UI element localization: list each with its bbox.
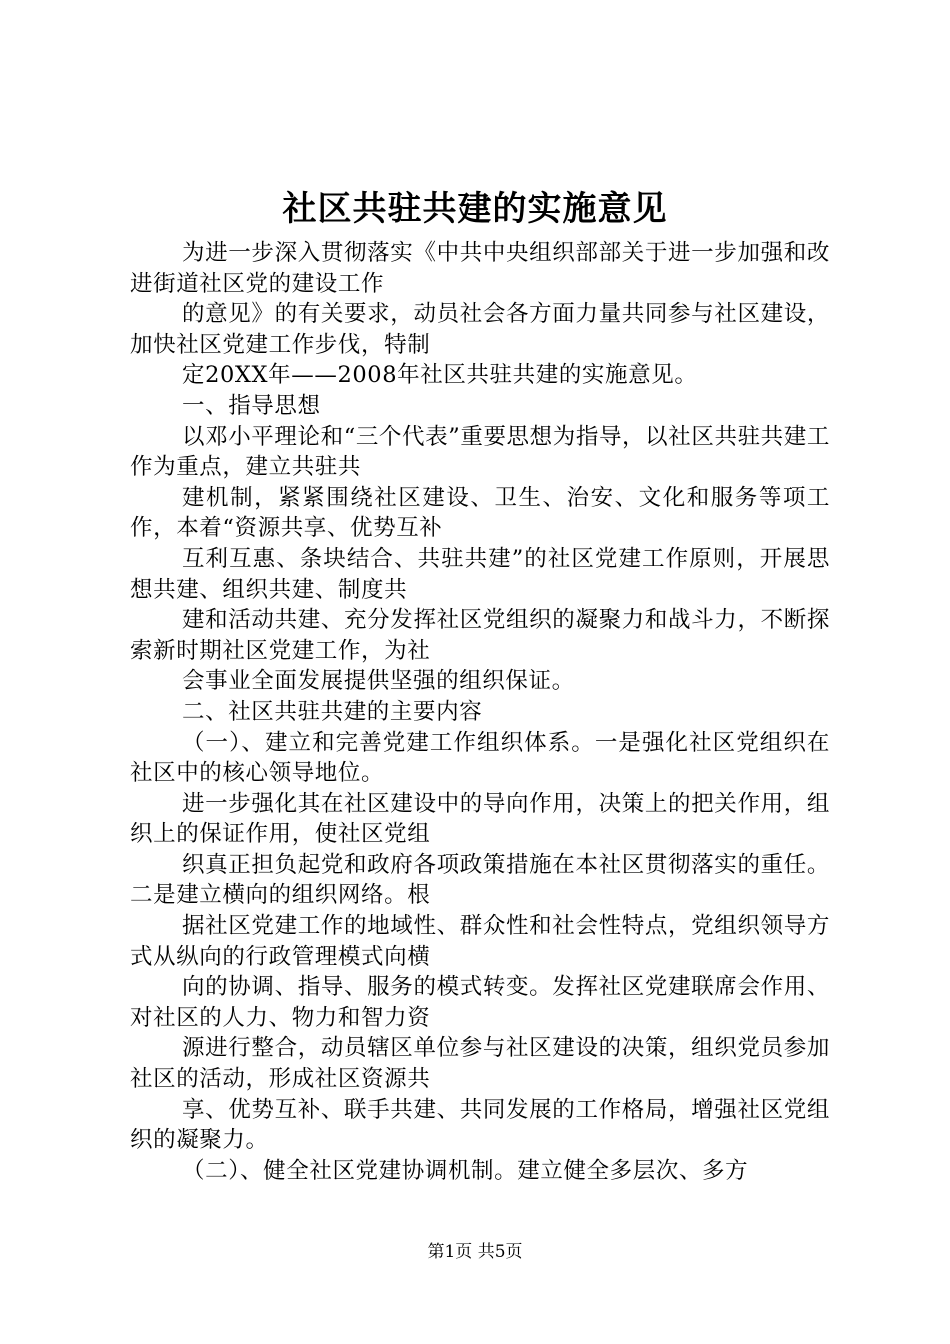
paragraph: 建和活动共建、充分发挥社区党组织的凝聚力和战斗力，不断探索新时期社区党建工作，为社: [130, 607, 830, 664]
paragraph: 织真正担负起党和政府各项政策措施在本社区贯彻落实的重任。二是建立横向的组织网络。根: [130, 851, 830, 909]
paragraph: 建机制，紧紧围绕社区建设、卫生、治安、文化和服务等项工作，本着“资源共享、优势互补: [130, 484, 830, 542]
paragraph: 定20XX年——2008年社区共驻共建的实施意见。: [182, 362, 698, 389]
paragraph: （一）、建立和完善党建工作组织体系。一是强化社区党组织在社区中的核心领导地位。: [130, 729, 830, 787]
paragraph: 进一步强化其在社区建设中的导向作用，决策上的把关作用，组织上的保证作用，使社区党组: [130, 790, 830, 848]
paragraph: 为进一步深入贯彻落实《中共中央组织部部关于进一步加强和改进街道社区党的建设工作: [130, 240, 830, 297]
page-number-footer: 第1页 共5页: [427, 1242, 523, 1262]
paragraph: 向的协调、指导、服务的模式转变。发挥社区党建联席会作用、对社区的人力、物力和智力资: [130, 974, 830, 1031]
paragraph: 据社区党建工作的地域性、群众性和社会性特点，党组织领导方式从纵向的行政管理模式向横: [130, 913, 830, 970]
paragraph: （二）、健全社区党建协调机制。建立健全多层次、多方: [182, 1157, 749, 1184]
paragraph: 的意见》的有关要求，动员社会各方面力量共同参与社区建设，加快社区党建工作步伐，特制: [130, 301, 830, 358]
section-heading: 二、社区共驻共建的主要内容: [182, 698, 483, 725]
section-heading: 一、指导思想: [182, 392, 321, 419]
document-title: 社区共驻共建的实施意见: [282, 189, 668, 229]
document-body: [130, 238, 830, 1186]
paragraph: 源进行整合，动员辖区单位参与社区建设的决策，组织党员参加社区的活动，形成社区资源共: [130, 1035, 830, 1093]
paragraph: 以邓小平理论和“三个代表”重要思想为指导，以社区共驻共建工作为重点，建立共驻共: [130, 423, 830, 481]
paragraph: 会事业全面发展提供坚强的组织保证。: [182, 668, 575, 695]
paragraph: 享、优势互补、联手共建、共同发展的工作格局，增强社区党组织的凝聚力。: [130, 1096, 830, 1154]
paragraph: 互利互惠、条块结合、共驻共建”的社区党建工作原则，开展思想共建、组织共建、制度共: [130, 545, 830, 603]
